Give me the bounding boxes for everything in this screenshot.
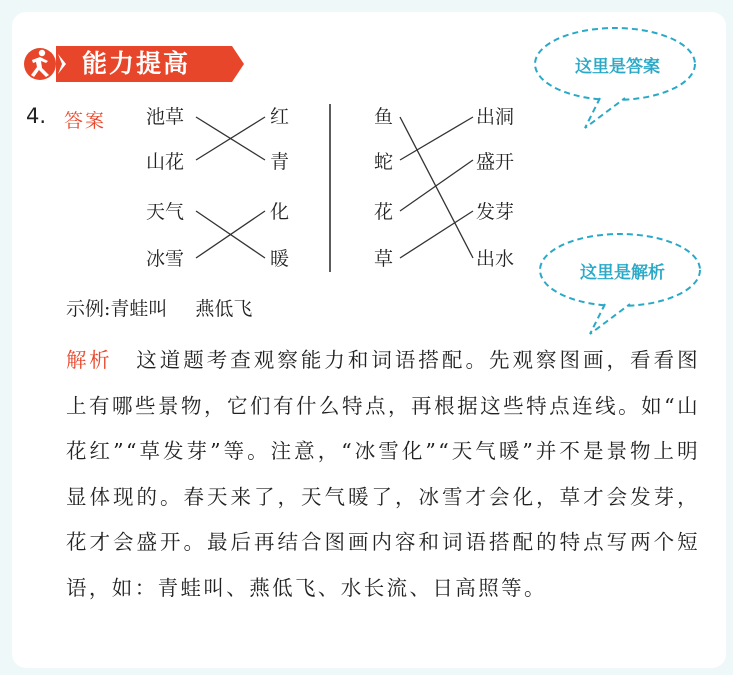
right-group-left-word: 鱼 [374,106,394,128]
example-line [66,294,280,321]
left-group-right-word: 红 [270,106,290,128]
match-line [400,160,473,211]
question-number: 4. [26,104,47,128]
right-group-right-word: 发芽 [476,201,515,223]
answer-label: 答案 [64,110,107,132]
analysis-text: 这道题考查观察能力和词语搭配。先观察图画，看看图上有哪些景物，它们有什么特点，再根据这些特点连线。如“山花红”“草发芽”等。注意，“冰雪化”“天气暖”并不是景物上明显体现的。春天来了，天气暖了，冰雪才会化，草才会发芽，花才会盛开。最后再结合图画内容和词语搭配的特点写两个短语，如：青蛙叫、燕低飞、水长流、日高照等。 [66,348,700,600]
analysis-paragraph [66,338,700,611]
left-group-right-word: 暖 [270,248,290,270]
right-group-right-word: 出水 [476,248,515,270]
example-label: 示例: [66,298,111,320]
right-group-right-word: 出洞 [476,106,515,128]
analysis-callout-text: 这里是解析 [580,263,665,283]
analysis-label: 解析 [66,348,113,372]
left-group-left-word: 冰雪 [146,248,185,270]
section-title: 能力提高 [82,49,191,78]
match-line [400,211,473,258]
right-group-right-word: 盛开 [476,151,515,173]
right-group-left-word: 花 [374,201,394,223]
left-group-left-word: 池草 [146,106,185,128]
left-group-right-word: 青 [270,151,290,173]
example-phrase: 青蛙叫 [110,298,168,320]
right-group-left-word: 草 [374,248,394,270]
example-phrase: 燕低飞 [195,298,253,320]
left-group-left-word: 天气 [146,201,185,223]
left-group-right-word: 化 [270,201,290,223]
answer-callout-text: 这里是答案 [575,57,660,77]
left-group-left-word: 山花 [146,151,185,173]
right-group-left-word: 蛇 [374,151,394,173]
